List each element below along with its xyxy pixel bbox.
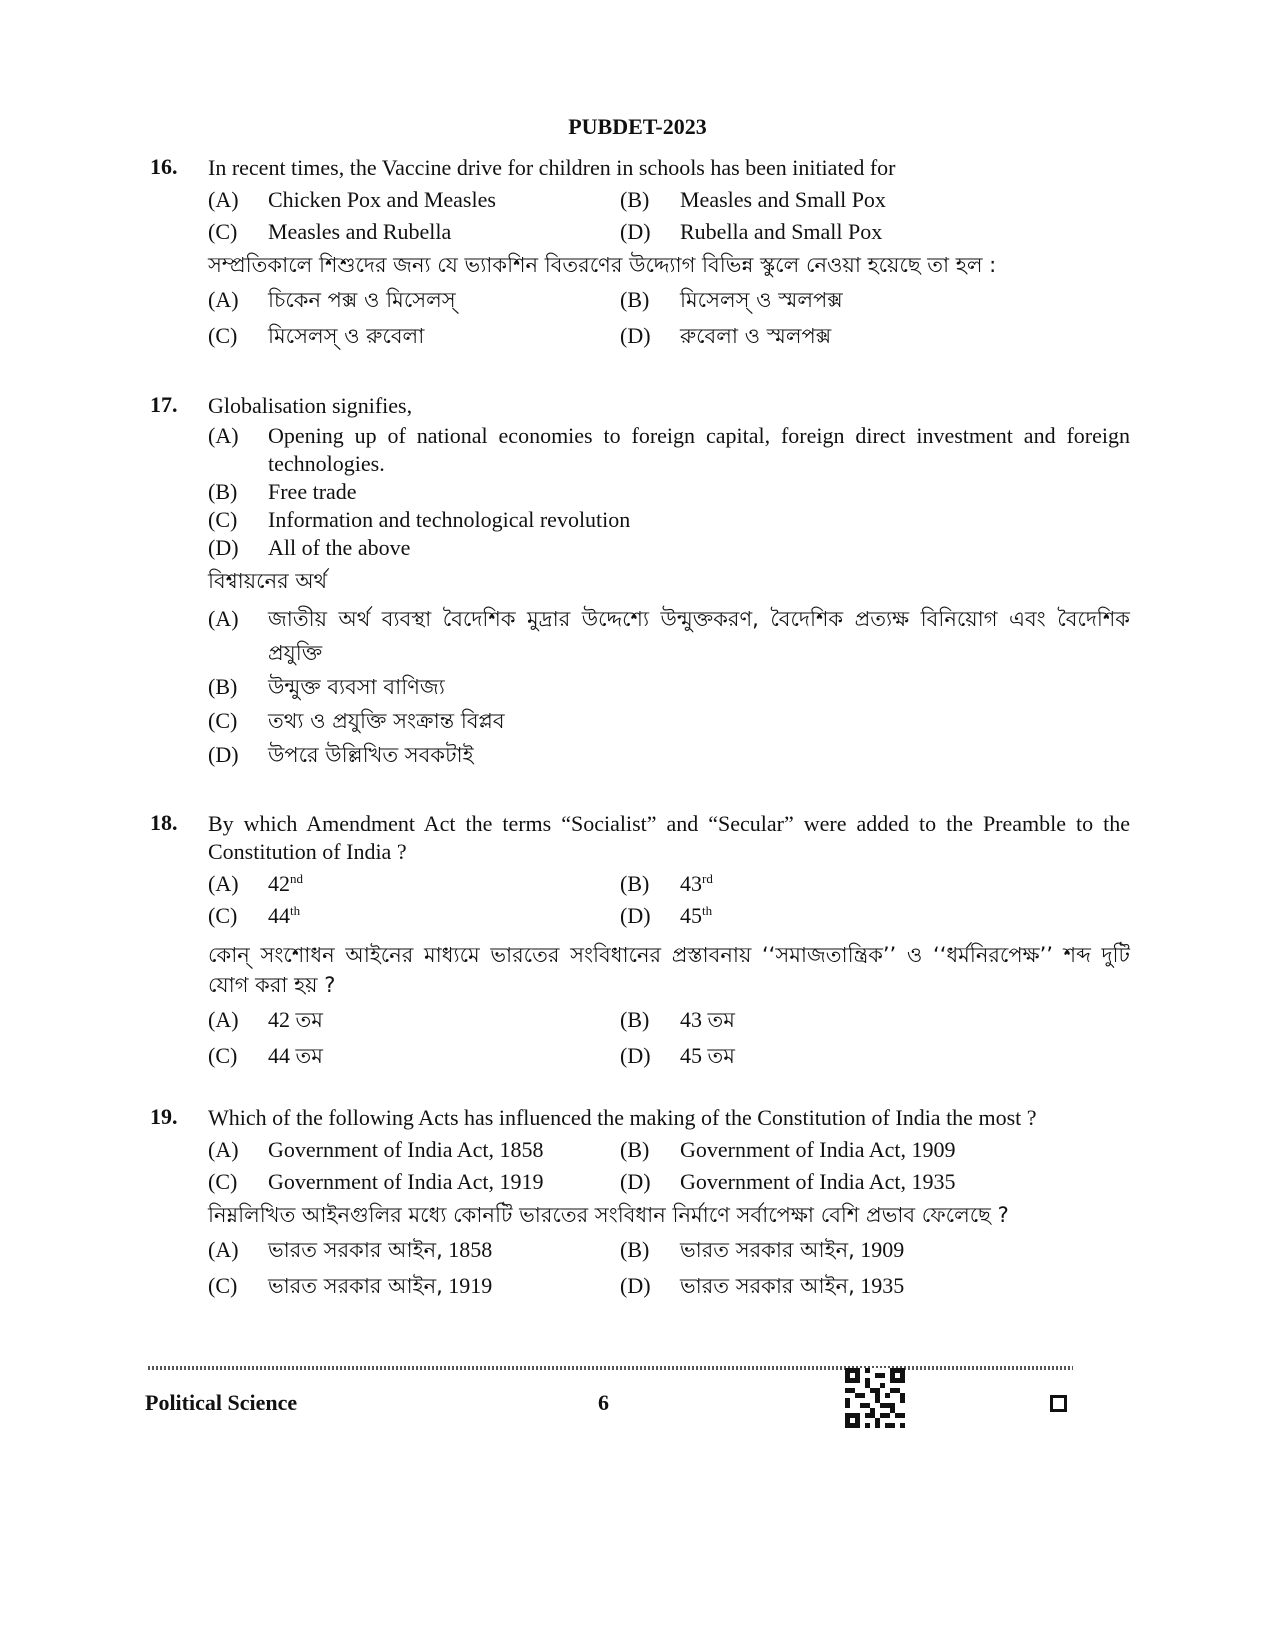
options-grid-bengali — [208, 1236, 1130, 1300]
option-b: (B) Government of India Act, 1909 — [620, 1137, 956, 1162]
option-c: (C) Measles and Rubella — [208, 219, 452, 244]
footer-divider — [148, 1366, 1073, 1370]
option-c-bengali: (C) ভারত সরকার আইন, 1919 — [208, 1273, 493, 1298]
square-mark-icon — [1050, 1395, 1067, 1412]
options-list-bengali — [208, 602, 1130, 772]
options-grid-bengali — [208, 1006, 1130, 1070]
option-b-bengali: (B) মিসেলস্ ও স্মলপক্স — [620, 287, 843, 312]
option-a: (A) 42nd — [208, 871, 303, 896]
options-grid-bengali — [208, 286, 1130, 350]
question-18 — [150, 810, 1130, 1070]
option-d-bengali: (D) রুবেলা ও স্মলপক্স — [620, 323, 832, 348]
question-16 — [150, 154, 1130, 350]
option-a: (A) Chicken Pox and Measles — [208, 187, 496, 212]
option-d-bengali: (D) 45 তম — [620, 1043, 735, 1068]
option-a-bengali: (A) চিকেন পক্স ও মিসেলস্ — [208, 287, 456, 312]
question-number: 18. — [150, 810, 178, 835]
option-c-bengali: (C) 44 তম — [208, 1043, 323, 1068]
option-a: (A) Government of India Act, 1858 — [208, 1137, 544, 1162]
question-text-bengali: নিম্নলিখিত আইনগুলির মধ্যে কোনটি ভারতের সংবিধান নির্মাণে সর্বাপেক্ষা বেশি প্রভাব ফেলেছে ? — [208, 1203, 1009, 1227]
question-text: Globalisation signifies, — [208, 393, 413, 418]
footer-subject: Political Science — [145, 1390, 298, 1415]
option-d: (D) Government of India Act, 1935 — [620, 1169, 956, 1194]
options-grid — [208, 1136, 1130, 1196]
options-grid — [208, 186, 1130, 246]
question-number: 19. — [150, 1104, 178, 1129]
option-d: (D) Rubella and Small Pox — [620, 219, 883, 244]
question-text: In recent times, the Vaccine drive for children in schools has been initiated for — [208, 155, 896, 180]
option-c: (C) Information and technological revolution — [208, 507, 631, 532]
options-list — [208, 422, 1130, 562]
option-b-bengali: (B) 43 তম — [620, 1007, 735, 1032]
qr-code-icon — [845, 1368, 905, 1428]
option-a-bengali: (A) জাতীয় অর্থ ব্যবস্থা বৈদেশিক মুদ্রার উদ্দেশ্যে উন্মুক্তকরণ, বৈদেশিক প্রত্যক্ষ বিনিয়োগ এবং বৈদেশিক প্রযুক্তি — [208, 606, 1130, 665]
option-b: (B) Free trade — [208, 479, 357, 504]
question-19 — [150, 1104, 1130, 1300]
option-b: (B) 43rd — [620, 871, 713, 896]
option-d: (D) All of the above — [208, 535, 411, 560]
question-text-bengali: সম্প্রতিকালে শিশুদের জন্য যে ভ্যাকশিন বিতরণের উদ্দ্যোগ বিভিন্ন স্কুলে নেওয়া হয়েছে তা হল : — [208, 253, 997, 277]
option-a-bengali: (A) ভারত সরকার আইন, 1858 — [208, 1237, 493, 1262]
option-d: (D) 45th — [620, 903, 713, 928]
question-text: By which Amendment Act the terms “Socialist” and “Secular” were added to the Preamble to the Constitution of India ? — [208, 811, 1130, 864]
option-b-bengali: (B) ভারত সরকার আইন, 1909 — [620, 1237, 905, 1262]
option-c-bengali: (C) তথ্য ও প্রযুক্তি সংক্রান্ত বিপ্লব — [208, 708, 505, 733]
page-title: PUBDET-2023 — [568, 114, 707, 139]
question-text: Which of the following Acts has influenced the making of the Constitution of India the most ? — [208, 1105, 1037, 1130]
option-b-bengali: (B) উন্মুক্ত ব্যবসা বাণিজ্য — [208, 674, 445, 699]
option-c-bengali: (C) মিসেলস্ ও রুবেলা — [208, 323, 425, 348]
option-b: (B) Measles and Small Pox — [620, 187, 886, 212]
options-grid — [208, 870, 1130, 930]
question-text-bengali: কোন্ সংশোধন আইনের মাধ্যমে ভারতের সংবিধানের প্রস্তাবনায় ‘‘সমাজতান্ত্রিক’’ ও ‘‘ধর্মনিরপেক্ষ’’ শব্দ দুটি যোগ করা হয় ? — [208, 943, 1130, 997]
page-number: 6 — [598, 1390, 609, 1415]
question-17 — [150, 392, 1130, 772]
option-d-bengali: (D) উপরে উল্লিখিত সবকটাই — [208, 742, 474, 767]
question-number: 16. — [150, 154, 178, 179]
option-d-bengali: (D) ভারত সরকার আইন, 1935 — [620, 1273, 905, 1298]
option-c: (C) 44th — [208, 903, 301, 928]
option-a-bengali: (A) 42 তম — [208, 1007, 323, 1032]
question-text-bengali: বিশ্বায়নের অর্থ — [208, 569, 328, 593]
option-c: (C) Government of India Act, 1919 — [208, 1169, 544, 1194]
option-a: (A) Opening up of national economies to foreign capital, foreign direct investment and foreign technologies. — [208, 423, 1130, 476]
question-number: 17. — [150, 392, 178, 417]
